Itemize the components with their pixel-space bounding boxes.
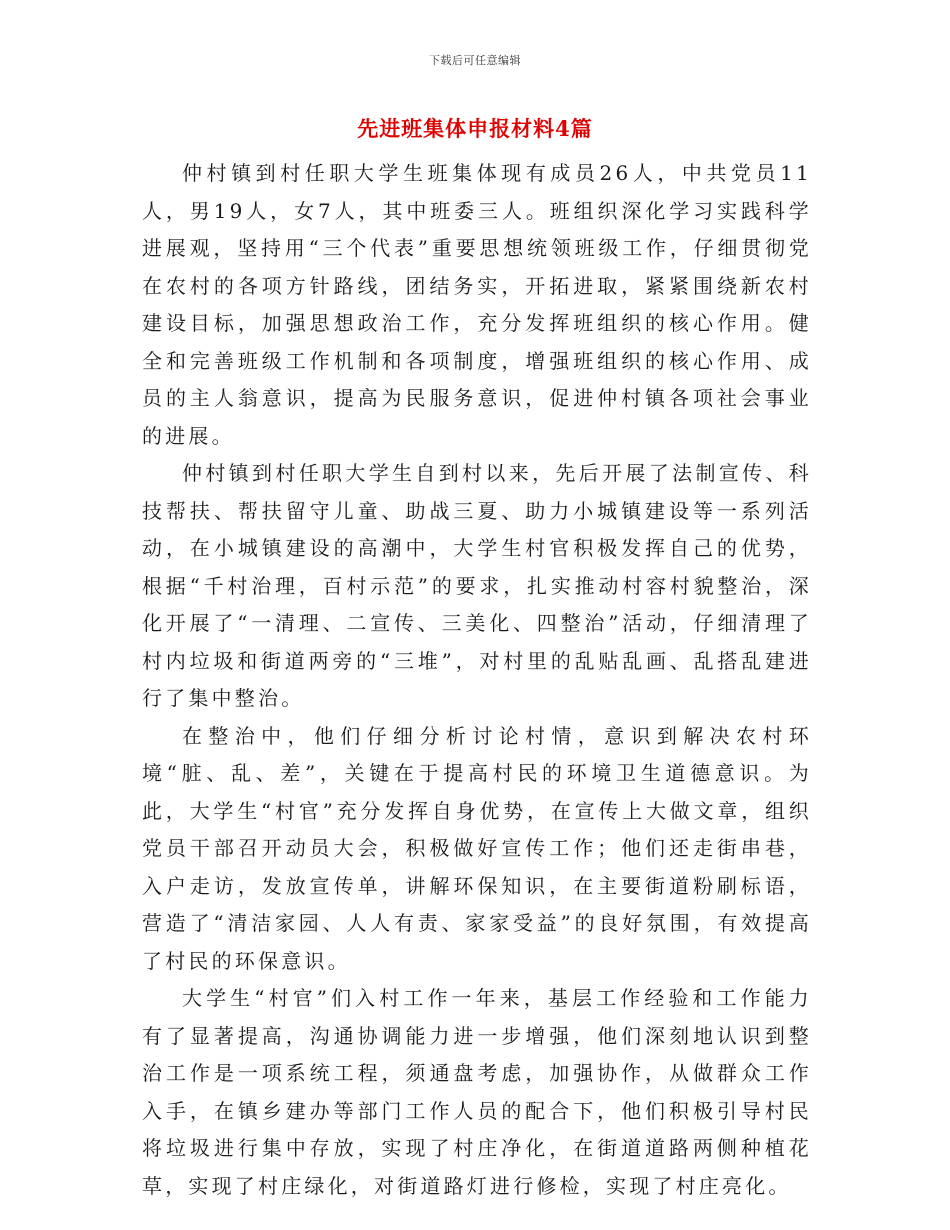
paragraph-1: 仲村镇到村任职大学生班集体现有成员26人，中共党员11人，男19人，女7人，其中班委三人。班组织深化学习实践科学进展观，坚持用“三个代表”重要思想统领班级工作，仔细贯彻党在农村的各项方针路线，团结务实，开拓进取，紧紧围绕新农村建设目标，加强思想政治工作，充分发挥班组织的核心作用。健全和完善班级工作机制和各项制度，增强班组织的核心作用、成员的主人翁意识，提高为民服务意识，促进仲村镇各项社会事业的进展。 [142, 161, 812, 448]
header-note: 下载后可任意编辑 [429, 54, 521, 67]
document-title: 先进班集体申报材料4篇 [357, 116, 593, 141]
paragraph-2: 仲村镇到村任职大学生自到村以来，先后开展了法制宣传、科技帮扶、帮扶留守儿童、助战三夏、助力小城镇建设等一系列活动，在小城镇建设的高潮中，大学生村官积极发挥自己的优势，根据“千村治理，百村示范”的要求，扎实推动村容村貌整治，深化开展了“一清理、二宣传、三美化、四整治”活动，仔细清理了村内垃圾和街道两旁的“三堆”，对村里的乱贴乱画、乱搭乱建进行了集中整治。 [142, 461, 812, 710]
paragraph-4: 大学生“村官”们入村工作一年来，基层工作经验和工作能力有了显著提高，沟通协调能力进一步增强，他们深刻地认识到整治工作是一项系统工程，须通盘考虑，加强协作，从做群众工作入手，在镇乡建办等部门工作人员的配合下，他们积极引导村民将垃圾进行集中存放，实现了村庄净化，在街道道路两侧种植花草，实现了村庄绿化，对街道路灯进行修检，实现了村庄亮化。 [142, 986, 812, 1198]
document-body [142, 155, 812, 1205]
paragraph-3: 在整治中，他们仔细分析讨论村情，意识到解决农村环境“脏、乱、差”，关键在于提高村民的环境卫生道德意识。为此，大学生“村官”充分发挥自身优势，在宣传上大做文章，组织党员干部召开动员大会，积极做好宣传工作；他们还走街串巷，入户走访，发放宣传单，讲解环保知识，在主要街道粉刷标语，营造了“清洁家园、人人有责、家家受益”的良好氛围，有效提高了村民的环保意识。 [142, 723, 812, 973]
